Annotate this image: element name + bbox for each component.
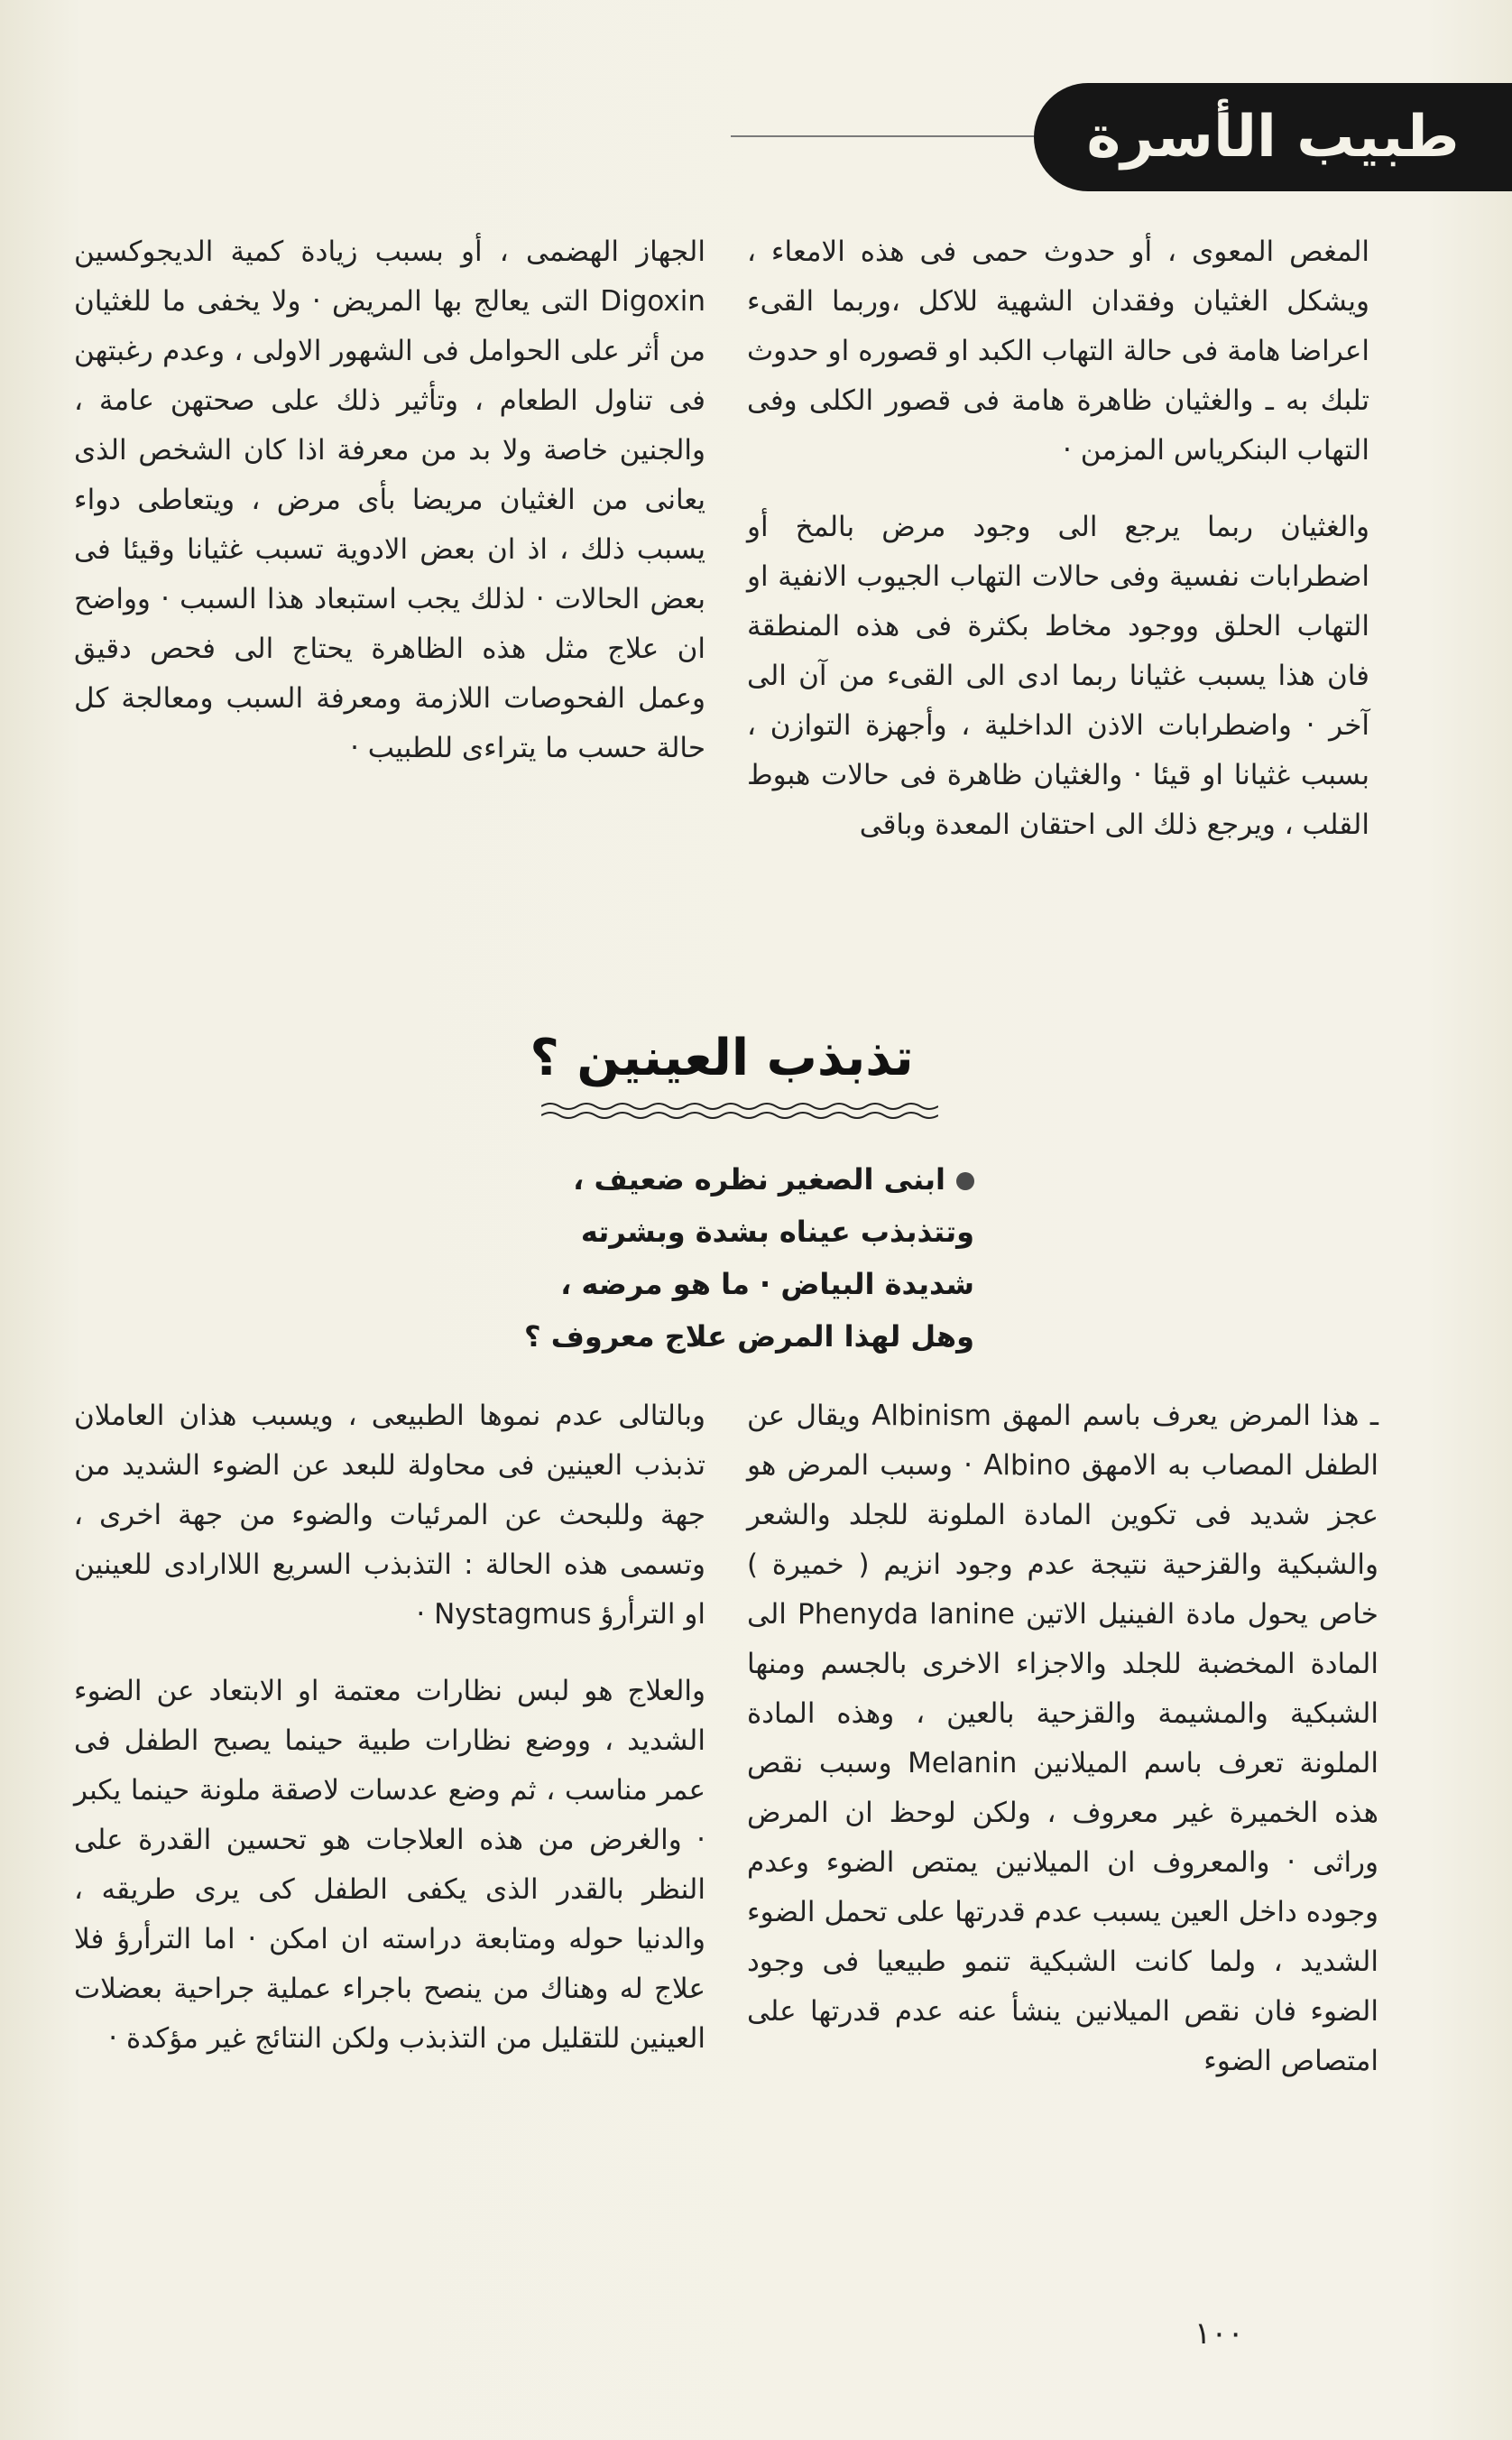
- article2-left-paragraph: والعلاج هو لبس نظارات معتمة او الابتعاد عن الضوء الشديد ، ووضع نظارات طبية حينما يصبح الطفل فى عمر مناسب ، ثم وضع عدسات لاصقة ملونة حينما يكبر · والغرض من هذه العلاجات هو تحسين القدرة على النظر بالقدر الذى يكفى الطفل كى يرى طريقه ، والدنيا حوله ومتابعة دراسته ان امكن · اما الترأرؤ فلا علاج له وهناك من ينصح باجراء عملية جراحية بعضلات العينين للتقليل من التذبذب ولكن النتائج غير مؤكدة ·: [74, 1675, 705, 2055]
- article2-right-paragraph: ـ هذا المرض يعرف باسم المهق Albinism ويقال عن الطفل المصاب به الامهق Albino · وسبب المرض هو عجز شديد فى تكوين المادة الملونة للجلد والشعر والشبكية والقزحية نتيجة عدم وجود انزيم ( خميرة ) خاص يحول مادة الفينيل الاتين Phenyda lanine الى المادة المخضبة للجلد والاجزاء الاخرى بالجسم ومنها الشبكية والمشيمة والقزحية بالعين ، وهذه المادة الملونة تعرف باسم الميلانين Melanin وسبب نقص هذه الخميرة غير معروف ، ولكن لوحظ ان المرض وراثى · والمعروف ان الميلانين يمتص الضوء وعدم وجوده داخل العين يسبب عدم قدرتها على تحمل الضوء الشديد ، ولما كانت الشبكية تنمو طبيعيا فى وجود الضوء فان نقص الميلانين ينشأ عنه عدم قدرتها على امتصاص الضوء: [747, 1400, 1379, 2077]
- bullet-icon: [956, 1172, 974, 1190]
- section-header-tab: [1034, 83, 1512, 191]
- reader-question-text: ابنى الصغير نظره ضعيف ، وتتذبذب عيناه بشدة وبشرته شديدة البياض · ما هو مرضه ، وهل لهذا المرض علاج معروف ؟: [524, 1162, 974, 1354]
- title-wavy-underline: [541, 1099, 938, 1123]
- page-number: ١٠٠: [1194, 2315, 1244, 2352]
- article1-left-column: [74, 227, 705, 773]
- header-rule: [731, 135, 1034, 137]
- article2-left-column: [74, 1391, 705, 2064]
- article1-right-paragraph: المغص المعوى ، أو حدوث حمى فى هذه الامعاء ، ويشكل الغثيان وفقدان الشهية للاكل ،وربما القىء اعراضا هامة فى حالة التهاب الكبد او قصوره او حدوث تلبك به ـ والغثيان ظاهرة هامة فى قصور الكلى وفى التهاب البنكرياس المزمن ·: [747, 236, 1369, 467]
- section-header-title: طبيب الأسرة: [1086, 104, 1460, 171]
- article2-title: تذبذب العينين ؟: [530, 1029, 914, 1087]
- article1-right-paragraph: والغثيان ربما يرجع الى وجود مرض بالمخ أو اضطرابات نفسية وفى حالات التهاب الجيوب الانفية او التهاب الحلق ووجود مخاط بكثرة فى هذه المنطقة فان هذا يسبب غثيانا ربما ادى الى القىء من آن الى آخر · واضطرابات الاذن الداخلية ، وأجهزة التوازن ، بسبب غثيانا او قيئا · والغثيان ظاهرة فى حالات هبوط القلب ، ويرجع ذلك الى احتقان المعدة وباقى: [747, 511, 1369, 841]
- reader-question: [505, 1153, 974, 1363]
- article2-left-paragraph: وبالتالى عدم نموها الطبيعى ، ويسبب هذان العاملان تذبذب العينين فى محاولة للبعد عن الضوء الشديد من جهة وللبحث عن المرئيات والضوء من جهة اخرى ، وتسمى هذه الحالة : التذبذب السريع اللاارادى للعينين او الترأرؤ Nystagmus ·: [74, 1400, 705, 1631]
- article1-left-paragraph: الجهاز الهضمى ، أو بسبب زيادة كمية الديجوكسين Digoxin التى يعالج بها المريض · ولا يخفى ما للغثيان من أثر على الحوامل فى الشهور الاولى ، وعدم رغبتهن فى تناول الطعام ، وتأثير ذلك على صحتهن عامة ، والجنين خاصة ولا بد من معرفة اذا كان الشخص الذى يعانى من الغثيان مريضا بأى مرض ، ويتعاطى دواء يسبب ذلك ، اذ ان بعض الادوية تسبب غثيانا وقيئا فى بعض الحالات · لذلك يجب استبعاد هذا السبب · وواضح ان علاج مثل هذه الظاهرة يحتاج الى فحص دقيق وعمل الفحوصات اللازمة ومعرفة السبب ومعالجة كل حالة حسب ما يتراءى للطبيب ·: [74, 236, 705, 764]
- article1-right-column: [747, 227, 1369, 850]
- article2-right-column: [747, 1391, 1378, 2086]
